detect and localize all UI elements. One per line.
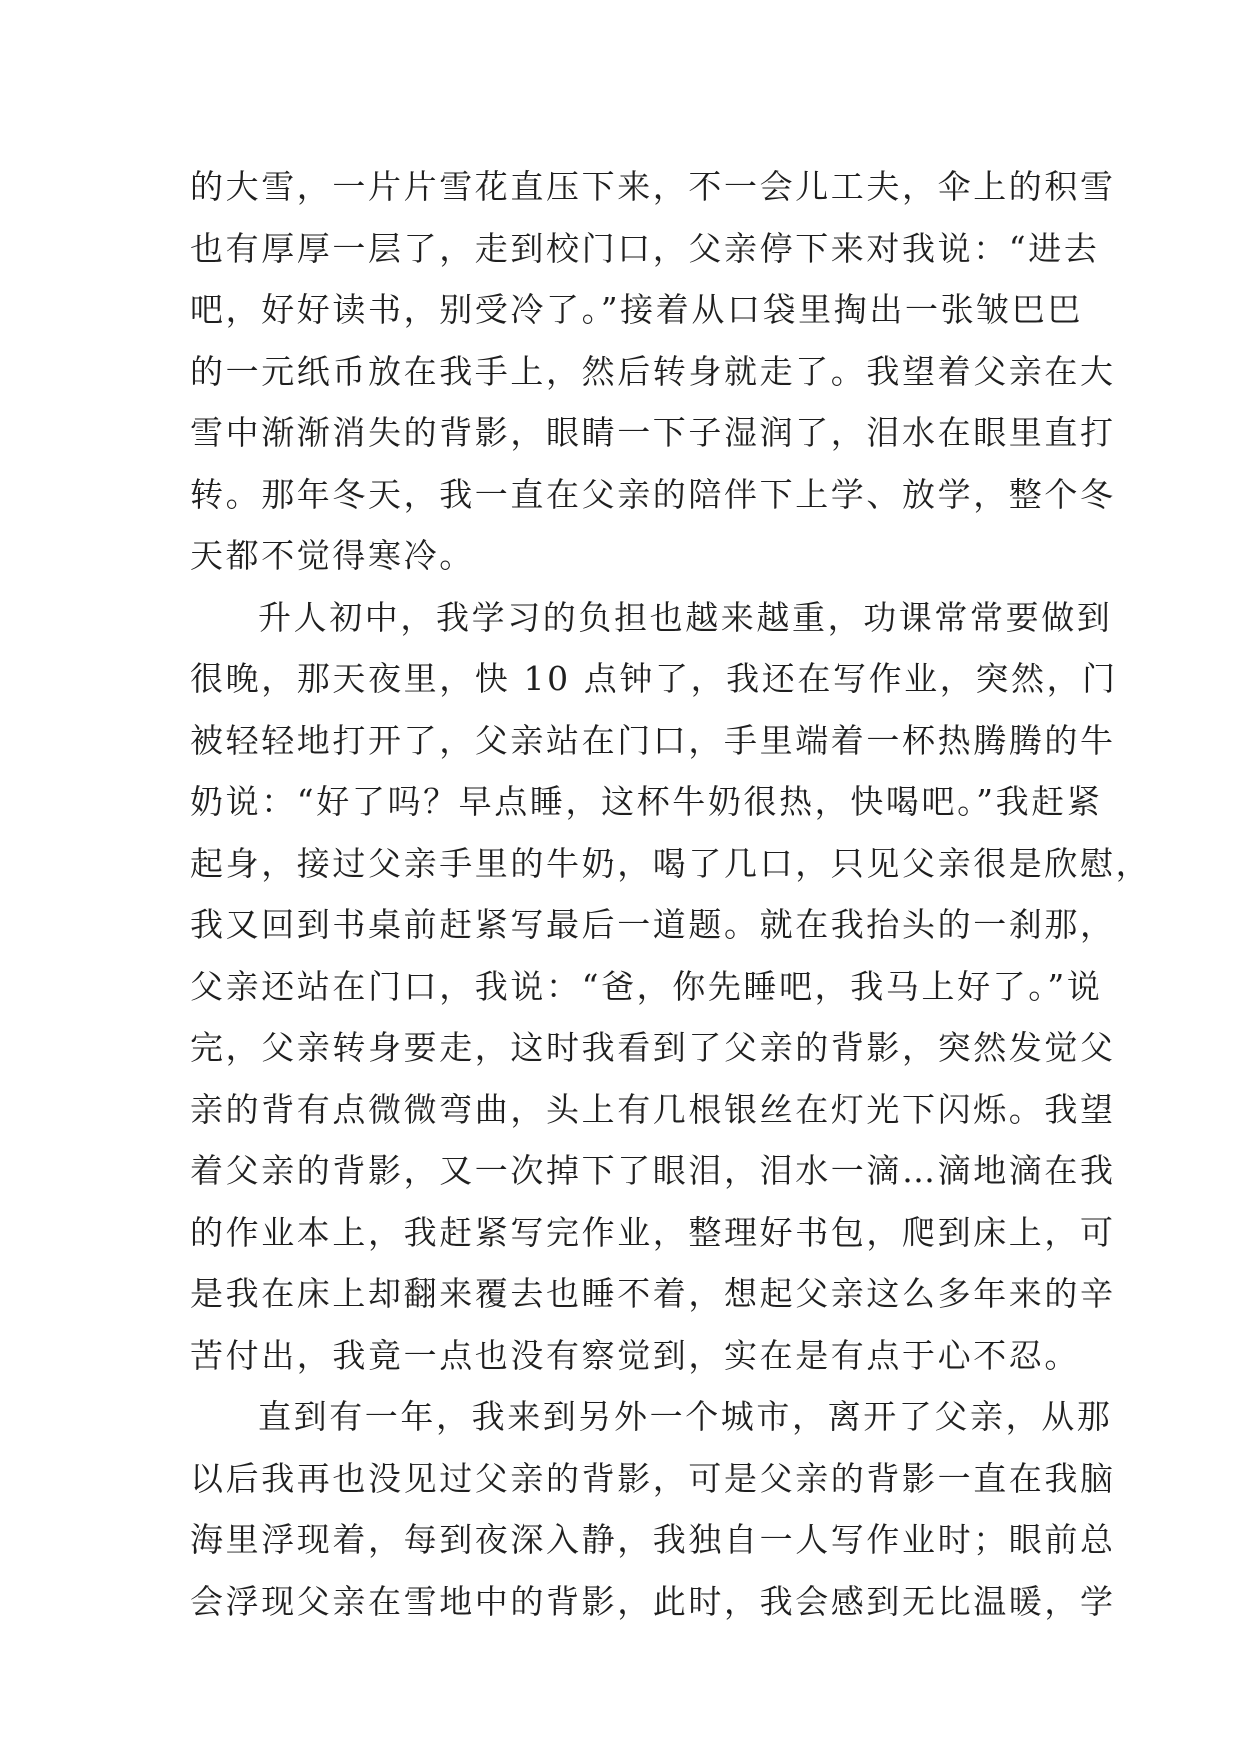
paragraph-first-line: 升人初中，我学习的负担也越来越重，功课常常要做到 [258, 597, 1113, 637]
text-line: 亲的背有点微微弯曲，头上有几根银丝在灯光下闪烁。我望 [190, 1089, 1116, 1129]
text-line: 雪中渐渐消失的背影，眼睛一下子湿润了，泪水在眼里直打 [190, 413, 1116, 452]
text-line: 苦付出，我竟一点也没有察觉到，实在是有点于心不忍。 [190, 1335, 1080, 1375]
text-line: 会浮现父亲在雪地中的背影，此时，我会感到无比温暖，学 [190, 1581, 1116, 1621]
text-line: 是我在床上却翻来覆去也睡不着，想起父亲这么多年来的辛 [190, 1274, 1116, 1313]
text-line: 父亲还站在门口，我说：“爸，你先睡吧，我马上好了。”说 [190, 966, 1103, 1006]
essay-text [190, 156, 1152, 1632]
text-line: 天都不觉得寒冷。 [190, 536, 475, 575]
text-line: 的大雪，一片片雪花直压下来，不一会儿工夫，伞上的积雪 [190, 167, 1116, 206]
text-line: 奶说：“好了吗？早点睡，这杯牛奶很热，快喝吧。”我赶紧 [190, 782, 1103, 821]
paragraph-first-line: 直到有一年，我来到另外一个城市，离开了父亲，从那 [258, 1397, 1113, 1436]
text-line: 我又回到书桌前赶紧写最后一道题。就在我抬头的一刹那， [190, 905, 1116, 944]
text-line: 转。那年冬天，我一直在父亲的陪伴下上学、放学，整个冬 [190, 474, 1116, 514]
text-line: 也有厚厚一层了，走到校门口，父亲停下来对我说：“进去 [190, 228, 1100, 268]
text-line: 起身，接过父亲手里的牛奶，喝了几口，只见父亲很是欣慰， [190, 843, 1152, 883]
text-line: 以后我再也没见过父亲的背影，可是父亲的背影一直在我脑 [190, 1458, 1116, 1498]
text-line: 吧，好好读书，别受冷了。”接着从口袋里掏出一张皱巴巴 [190, 290, 1083, 329]
text-line: 的作业本上，我赶紧写完作业，整理好书包，爬到床上，可 [190, 1212, 1116, 1252]
text-line: 很晚，那天夜里，快 10 点钟了，我还在写作业，突然，门 [190, 659, 1118, 698]
text-line: 海里浮现着，每到夜深入静，我独自一人写作业时；眼前总 [190, 1520, 1116, 1559]
text-line: 被轻轻地打开了，父亲站在门口，手里端着一杯热腾腾的牛 [190, 720, 1116, 760]
text-line: 的一元纸币放在我手上，然后转身就走了。我望着父亲在大 [190, 351, 1116, 391]
text-line: 着父亲的背影，又一次掉下了眼泪，泪水一滴…滴地滴在我 [190, 1151, 1116, 1190]
text-line: 完，父亲转身要走，这时我看到了父亲的背影，突然发觉父 [190, 1028, 1116, 1067]
